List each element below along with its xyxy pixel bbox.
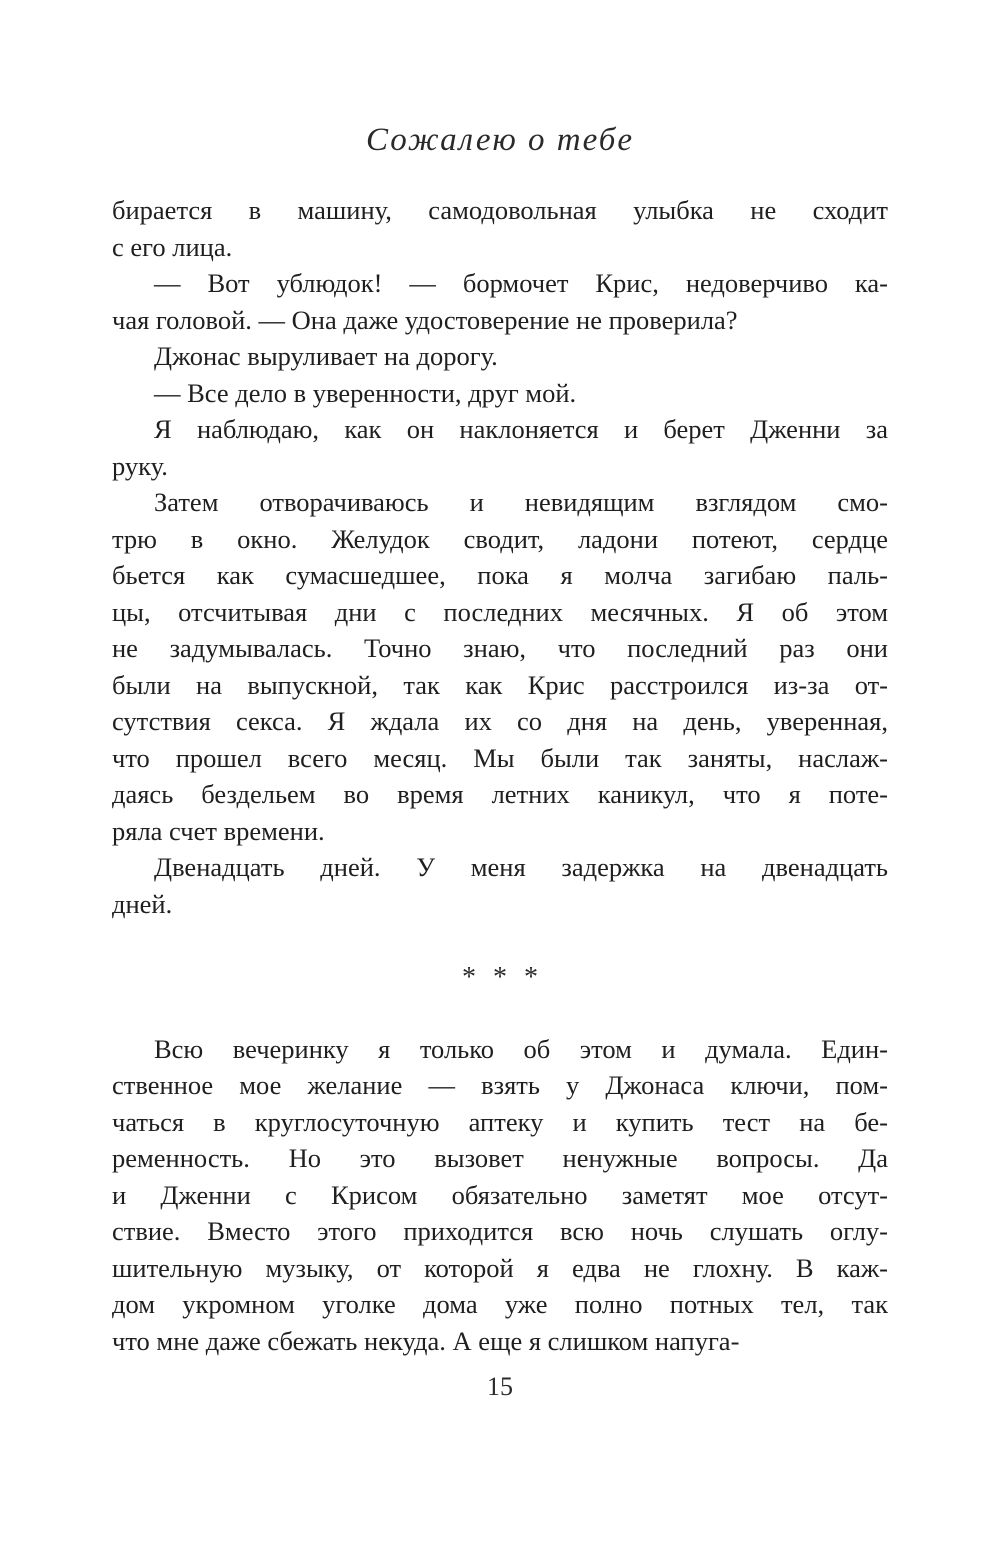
- text-line: чая головой. — Она даже удостоверение не проверила?: [112, 304, 738, 335]
- text-line: что мне даже сбежать некуда. А еще я слишком напуга-: [112, 1325, 740, 1356]
- text-line: Затем отворачиваюсь и невидящим взглядом смо-: [154, 487, 888, 517]
- text-line: трю в окно. Желудок сводит, ладони потеют, сердце: [112, 523, 888, 554]
- text-line: Всю вечеринку я только об этом и думала. Един-: [154, 1033, 888, 1064]
- text-line: Я наблюдаю, как он наклоняется и берет Дженни за: [154, 414, 888, 444]
- text-line: — Все дело в уверенности, друг мой.: [154, 377, 577, 408]
- text-line: ствие. Вместо этого приходится всю ночь слушать оглу-: [112, 1216, 888, 1246]
- text-line: Джонас выруливает на дорогу.: [154, 341, 498, 371]
- page-body: [112, 192, 888, 1359]
- paragraph: [112, 849, 888, 922]
- text-line: и Дженни с Крисом обязательно заметят мое отсут-: [112, 1179, 888, 1210]
- text-line: бьется как сумасшедшее, пока я молча загибаю паль-: [112, 560, 888, 590]
- paragraph: [112, 375, 888, 412]
- section-separator: * * *: [462, 962, 538, 993]
- running-head: Сожалею о тебе: [365, 122, 635, 158]
- text-line: — Вот ублюдок! — бормочет Крис, недоверчиво ка-: [154, 268, 888, 298]
- paragraph: [112, 265, 888, 338]
- paragraph: [112, 1031, 888, 1360]
- text-line: были на выпускной, так как Крис расстроился из-за от-: [112, 669, 888, 700]
- text-line: бирается в машину, самодовольная улыбка не сходит: [112, 195, 888, 225]
- text-line: что прошел всего месяц. Мы были так заняты, наслаж-: [112, 742, 888, 773]
- page-number: 15: [487, 1372, 513, 1401]
- text-line: руку.: [112, 450, 168, 481]
- text-line: с его лица.: [112, 231, 233, 262]
- text-line: ременность. Но это вызовет ненужные вопросы. Да: [112, 1143, 888, 1173]
- text-line: ственное мое желание — взять у Джонаса ключи, пом-: [112, 1070, 888, 1100]
- text-line: чаться в круглосуточную аптеку и купить тест на бе-: [112, 1106, 888, 1137]
- paragraph: [112, 192, 888, 265]
- text-line: дней.: [112, 888, 173, 919]
- text-line: сутствия секса. Я ждала их со дня на день, уверенная,: [112, 706, 888, 736]
- text-line: шительную музыку, от которой я едва не глохну. В каж-: [112, 1252, 888, 1283]
- text-line: не задумывалась. Точно знаю, что последний раз они: [112, 633, 888, 663]
- paragraph: [112, 484, 888, 849]
- text-line: даясь бездельем во время летних каникул, что я поте-: [112, 779, 888, 809]
- paragraph: [112, 338, 888, 375]
- text-line: ряла счет времени.: [112, 815, 325, 846]
- text-line: цы, отсчитывая дни с последних месячных. Я об этом: [112, 596, 888, 627]
- text-line: Двенадцать дней. У меня задержка на двенадцать: [154, 852, 888, 882]
- text-line: дом укромном уголке дома уже полно потных тел, так: [112, 1289, 888, 1319]
- paragraph: [112, 411, 888, 484]
